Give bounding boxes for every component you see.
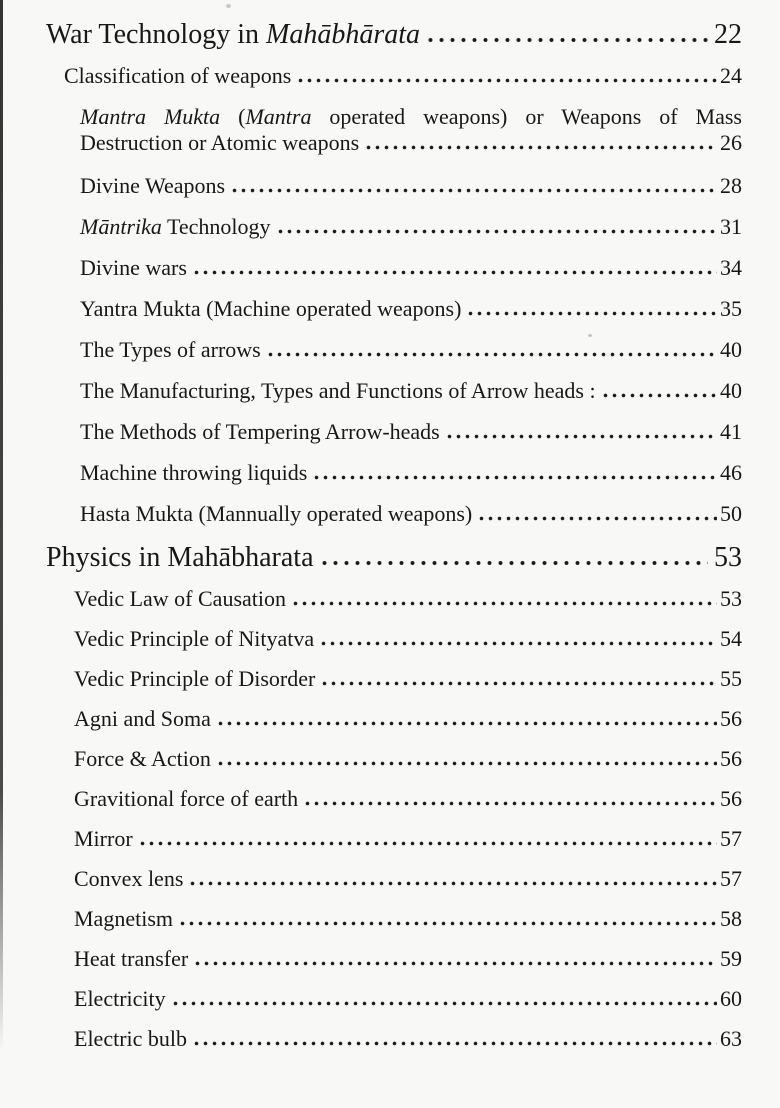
dot-leader — [266, 352, 717, 357]
toc-entry-divine-weapons — [80, 174, 742, 198]
toc-page-number: 57 — [720, 866, 742, 891]
dot-leader — [192, 270, 717, 275]
dot-leader — [425, 37, 708, 43]
toc-entry-yantra-mukta — [80, 297, 742, 321]
dot-leader — [193, 961, 717, 966]
toc-entry-label: Divine wars — [80, 255, 187, 280]
dot-leader — [312, 475, 717, 480]
toc-page-number: 22 — [714, 19, 742, 50]
dot-leader — [188, 881, 717, 886]
toc-entry-heat-transfer — [74, 947, 742, 971]
toc-entry-italic-text: Māntrika — [80, 214, 162, 239]
toc-entry-mirror — [74, 827, 742, 851]
toc-entry-label: Mirror — [74, 826, 133, 851]
toc-entry-agni-and-soma — [74, 707, 742, 731]
toc-page-number: 60 — [720, 986, 742, 1011]
toc-page-number: 53 — [714, 542, 742, 573]
toc-entry-mantra-mukta — [80, 105, 742, 157]
toc-page-number: 56 — [720, 746, 742, 771]
toc-entry-label: Vedic Principle of Nityatva — [74, 626, 315, 651]
toc-page-number: 35 — [720, 296, 742, 321]
toc-entry-label: Electricity — [74, 986, 166, 1011]
dot-leader — [216, 761, 717, 766]
toc-entry-manufacturing-arrow-heads — [80, 379, 742, 403]
dot-leader — [466, 311, 717, 316]
dot-leader — [291, 601, 717, 606]
toc-entry-vedic-law-of-causation — [74, 587, 742, 611]
toc-entry-label: Classification of weapons — [64, 63, 292, 88]
toc-page-number: 28 — [720, 173, 742, 198]
toc-entry-magnetism — [74, 907, 742, 931]
toc-page-number: 55 — [720, 666, 742, 691]
dot-leader — [192, 1041, 717, 1046]
toc-page-number: 41 — [720, 419, 742, 444]
dot-leader — [216, 721, 717, 726]
dot-leader — [296, 78, 717, 83]
toc-entry-label: Vedic Law of Causation — [74, 586, 286, 611]
toc-entry-label: Heat transfer — [74, 946, 189, 971]
toc-entry-text: operated weapons) or Weapons of Mass — [311, 104, 742, 129]
toc-page-number: 40 — [720, 337, 742, 362]
toc-entry-mantrika-technology — [80, 215, 742, 239]
toc-entry-label: Destruction or Atomic weapons — [80, 130, 360, 155]
toc-entry-label: Convex lens — [74, 866, 184, 891]
toc-entry-types-of-arrows — [80, 338, 742, 362]
toc-page-number: 40 — [720, 378, 742, 403]
toc-page-number: 46 — [720, 460, 742, 485]
dot-leader — [319, 641, 717, 646]
toc-page-number: 50 — [720, 501, 742, 526]
toc-entry-electric-bulb — [74, 1027, 742, 1051]
toc-entry-convex-lens — [74, 867, 742, 891]
dot-leader — [276, 229, 717, 234]
dot-leader — [319, 560, 709, 566]
dot-leader — [601, 393, 717, 398]
toc-entry-label: Gravitional force of earth — [74, 786, 299, 811]
toc-page-number: 57 — [720, 826, 742, 851]
toc-entry-hasta-mukta — [80, 502, 742, 526]
toc-entry-classification — [64, 64, 742, 88]
toc-page-number: 53 — [720, 586, 742, 611]
toc-entry-text: Technology — [161, 214, 271, 239]
toc-entry-label: Force & Action — [74, 746, 211, 771]
toc-entry-label — [80, 215, 271, 239]
scan-speck — [226, 4, 231, 8]
toc-entry-machine-throwing-liquids — [80, 461, 742, 485]
toc-entry-italic-text: Mantra Mukta — [80, 104, 221, 129]
toc-page-number: 54 — [720, 626, 742, 651]
toc-title-text: War Technology in — [46, 19, 266, 50]
toc-page-number: 63 — [720, 1026, 742, 1051]
toc-title-italic-text: Mahābhārata — [266, 19, 420, 50]
toc-page-number: 58 — [720, 906, 742, 931]
toc-page-number: 56 — [720, 786, 742, 811]
toc-entry-label: Machine throwing liquids — [80, 460, 308, 485]
toc-section-title — [46, 20, 420, 50]
dot-leader — [230, 188, 717, 193]
toc-entry-label: Divine Weapons — [80, 173, 226, 198]
dot-leader — [320, 681, 717, 686]
dot-leader — [138, 841, 717, 846]
toc-entry-vedic-principle-of-disorder — [74, 667, 742, 691]
toc-page-number: 59 — [720, 946, 742, 971]
toc-section-title: Physics in Mahābharata — [46, 542, 314, 573]
dot-leader — [171, 1001, 717, 1006]
toc-section-war-technology — [46, 20, 742, 50]
toc-page-number: 26 — [720, 130, 742, 155]
toc-entry-label: The Methods of Tempering Arrow-heads — [80, 419, 440, 444]
dot-leader — [477, 516, 717, 521]
dot-leader — [303, 801, 717, 806]
toc-entry-gravitional-force — [74, 787, 742, 811]
dot-leader — [364, 145, 717, 150]
toc-entry-electricity — [74, 987, 742, 1011]
toc-page-number: 24 — [720, 63, 742, 88]
scan-speck — [588, 334, 592, 337]
dot-leader — [445, 434, 717, 439]
toc-entry-tempering-arrow-heads — [80, 420, 742, 444]
toc-entry-force-and-action — [74, 747, 742, 771]
toc-entry-label: Agni and Soma — [74, 706, 211, 731]
toc-entry-label: Electric bulb — [74, 1026, 188, 1051]
toc-entry-label: The Types of arrows — [80, 337, 261, 362]
toc-entry-label: Yantra Mukta (Machine operated weapons) — [80, 296, 462, 321]
toc-section-physics — [46, 543, 742, 573]
toc-entry-italic-text: Mantra — [245, 104, 312, 129]
toc-entry-label: The Manufacturing, Types and Functions of Arrow heads : — [80, 378, 596, 403]
toc-entry-line2 — [80, 129, 742, 157]
dot-leader — [178, 921, 717, 926]
scan-gutter-shadow — [0, 0, 3, 1052]
toc-page-number: 56 — [720, 706, 742, 731]
toc-page-number: 34 — [720, 255, 742, 280]
toc-entry-label: Vedic Principle of Disorder — [74, 666, 316, 691]
toc-entry-text: ( — [220, 104, 246, 129]
toc-entry-divine-wars — [80, 256, 742, 280]
toc-entry-vedic-principle-of-nityatva — [74, 627, 742, 651]
toc-entry-label: Hasta Mukta (Mannually operated weapons) — [80, 501, 473, 526]
toc-entry-line1 — [80, 105, 742, 129]
toc-page-number: 31 — [720, 214, 742, 239]
toc-entry-label: Magnetism — [74, 906, 173, 931]
